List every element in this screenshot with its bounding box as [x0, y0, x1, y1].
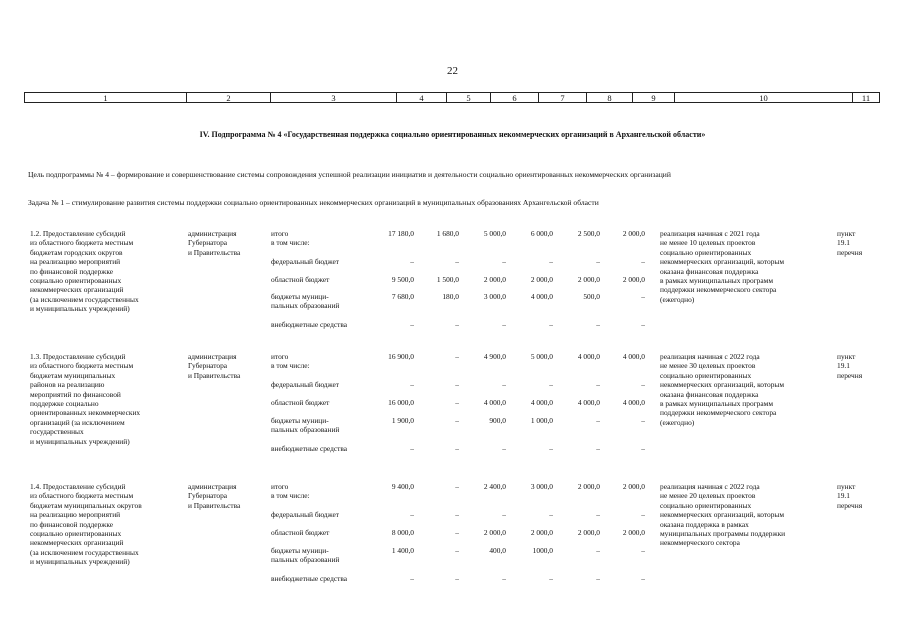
funding-source: федеральный бюджет [271, 510, 340, 519]
funding-value: – [455, 416, 459, 425]
funding-value: – [549, 574, 553, 583]
funding-source: федеральный бюджет [271, 380, 340, 389]
reference: пункт 19.1 перечня [837, 482, 863, 510]
funding-value: 2 000,0 [577, 528, 600, 537]
funding-source: итого в том числе: [271, 229, 310, 248]
funding-value: – [455, 444, 459, 453]
funding-value: – [455, 574, 459, 583]
column-number: 4 [397, 93, 447, 102]
funding-value: – [410, 444, 414, 453]
funding-value: – [549, 320, 553, 329]
funding-value: 17 180,0 [388, 229, 414, 238]
funding-value: – [641, 320, 645, 329]
executor: администрация Губернатора и Правительства [188, 482, 241, 510]
funding-source: областной бюджет [271, 398, 330, 407]
funding-value: – [410, 510, 414, 519]
funding-value: 1 400,0 [391, 546, 414, 555]
funding-value: – [641, 380, 645, 389]
funding-source: итого в том числе: [271, 352, 310, 371]
funding-value: 4 000,0 [577, 398, 600, 407]
funding-value: – [596, 546, 600, 555]
funding-value: 3 000,0 [530, 482, 553, 491]
funding-value: 4 900,0 [483, 352, 506, 361]
funding-value: 4 000,0 [577, 352, 600, 361]
measure-description: 1.3. Предоставление субсидий из областного бюджета местным бюджетам муниципальных районов на реализацию мероприятий по финансовой поддержке социально ориентированных некоммерческих организаций (за исключением государственных и муниципальных учреждений) [30, 352, 141, 446]
section-title: IV. Подпрограмма № 4 «Государственная поддержка социально ориентированных некоммерческих организаций в Архангельской области» [199, 130, 706, 139]
funding-value: – [455, 320, 459, 329]
funding-value: – [549, 257, 553, 266]
funding-value: – [549, 510, 553, 519]
column-number: 11 [861, 93, 871, 103]
funding-source: итого в том числе: [271, 482, 310, 501]
funding-value: – [549, 444, 553, 453]
funding-value: 2 000,0 [483, 528, 506, 537]
funding-value: 2 000,0 [622, 482, 645, 491]
column-number: 10 [675, 93, 853, 102]
funding-value: 16 900,0 [388, 352, 414, 361]
column-number: 7 [539, 93, 587, 102]
funding-source: федеральный бюджет [271, 257, 340, 266]
expected-result: реализация начиная с 2021 года не менее 10 целевых проектов социально ориентированных некоммерческих организаций, которым оказана финансовая поддержка в рамках муниципальных программ поддержки некоммерческого сектора (ежегодно) [660, 229, 785, 304]
funding-value: – [596, 444, 600, 453]
funding-source: бюджеты муници- пальных образований [271, 546, 340, 565]
funding-value: 4 000,0 [530, 398, 553, 407]
page-number: 22 [447, 65, 458, 77]
funding-value: 5 000,0 [483, 229, 506, 238]
funding-value: 7 680,0 [391, 292, 414, 301]
funding-value: – [455, 398, 459, 407]
funding-value: – [410, 574, 414, 583]
funding-value: – [502, 510, 506, 519]
funding-value: – [596, 510, 600, 519]
funding-value: 500,0 [583, 292, 600, 301]
expected-result: реализация начиная с 2022 года не менее 30 целевых проектов социально ориентированных некоммерческих организаций, которым оказана финансовая поддержка в рамках муниципальных программ поддержки некоммерческого сектора (ежегодно) [660, 352, 785, 427]
executor: администрация Губернатора и Правительства [188, 229, 241, 257]
funding-value: 9 400,0 [391, 482, 414, 491]
funding-source: внебюджетные средства [271, 444, 348, 453]
funding-value: – [596, 416, 600, 425]
column-number: 5 [447, 93, 491, 102]
funding-value: – [596, 257, 600, 266]
funding-value: – [641, 510, 645, 519]
funding-value: – [455, 510, 459, 519]
funding-value: – [502, 257, 506, 266]
funding-value: – [641, 257, 645, 266]
funding-value: – [455, 380, 459, 389]
funding-value: 1 680,0 [436, 229, 459, 238]
funding-value: 5 000,0 [530, 352, 553, 361]
funding-value: – [641, 292, 645, 301]
funding-value: 1000,0 [532, 546, 553, 555]
funding-value: 2 000,0 [622, 528, 645, 537]
funding-value: – [502, 444, 506, 453]
funding-value: 2 000,0 [577, 482, 600, 491]
expected-result: реализация начиная с 2022 года не менее 20 целевых проектов социально ориентированных некоммерческих организаций, которым оказана поддержка в рамках муниципальных программы поддержки некоммерческого сектора [660, 482, 786, 548]
funding-value: 400,0 [489, 546, 506, 555]
funding-source: бюджеты муници- пальных образований [271, 416, 340, 435]
column-number: 3 [271, 93, 397, 102]
task-statement: Задача № 1 – стимулирование развития системы поддержки социально ориентированных некоммерческих организаций в муниципальных образованиях Архангельской области [28, 198, 599, 207]
column-number: 1 [25, 93, 187, 102]
funding-value: – [455, 528, 459, 537]
funding-value: – [410, 320, 414, 329]
funding-source: областной бюджет [271, 275, 330, 284]
funding-value: 900,0 [489, 416, 506, 425]
column-number: 6 [491, 93, 539, 102]
funding-value: 6 000,0 [530, 229, 553, 238]
funding-value: – [641, 574, 645, 583]
executor: администрация Губернатора и Правительства [188, 352, 241, 380]
funding-value: – [410, 257, 414, 266]
funding-value: 4 000,0 [530, 292, 553, 301]
funding-value: 4 000,0 [483, 398, 506, 407]
funding-value: 2 000,0 [530, 275, 553, 284]
funding-value: 2 000,0 [622, 275, 645, 284]
funding-value: 1 500,0 [436, 275, 459, 284]
funding-value: 16 000,0 [388, 398, 414, 407]
funding-value: 2 000,0 [622, 229, 645, 238]
column-number: 9 [633, 93, 675, 102]
funding-value: – [641, 546, 645, 555]
funding-source: внебюджетные средства [271, 320, 348, 329]
funding-value: 8 000,0 [391, 528, 414, 537]
funding-value: 4 000,0 [622, 398, 645, 407]
funding-source: бюджеты муници- пальных образований [271, 292, 340, 311]
measure-description: 1.2. Предоставление субсидий из областного бюджета местным бюджетам городских округов на реализацию мероприятий по финансовой поддержке социально ориентированных некоммерческих организаций (за исключением государственных и муниципальных учреждений) [30, 229, 139, 314]
subprogram-goal: Цель подпрограммы № 4 – формирование и совершенствование системы сопровождения успешной реализации инициатив и деятельности социально ориентированных некоммерческих организаций [28, 170, 671, 179]
funding-value: – [502, 574, 506, 583]
funding-value: 2 500,0 [577, 229, 600, 238]
funding-value: – [455, 352, 459, 361]
column-number: 2 [187, 93, 271, 102]
funding-value: – [455, 546, 459, 555]
funding-value: – [596, 574, 600, 583]
funding-value: – [455, 257, 459, 266]
funding-value: – [502, 320, 506, 329]
funding-value: – [641, 444, 645, 453]
funding-value: – [641, 416, 645, 425]
column-number-header [24, 92, 880, 103]
reference: пункт 19.1 перечня [837, 352, 863, 380]
funding-value: 1 900,0 [391, 416, 414, 425]
funding-value: 1 000,0 [530, 416, 553, 425]
funding-value: 2 000,0 [577, 275, 600, 284]
measure-description: 1.4. Предоставление субсидий из областного бюджета местным бюджетам муниципальных округов на реализацию мероприятий по финансовой поддержке социально ориентированных некоммерческих организаций (за исключением государственных и муниципальных учреждений) [30, 482, 142, 567]
funding-value: – [596, 320, 600, 329]
funding-source: областной бюджет [271, 528, 330, 537]
funding-value: – [455, 482, 459, 491]
funding-value: 3 000,0 [483, 292, 506, 301]
funding-value: 4 000,0 [622, 352, 645, 361]
column-number: 8 [587, 93, 633, 102]
funding-value: 2 400,0 [483, 482, 506, 491]
funding-value: 180,0 [442, 292, 459, 301]
funding-value: 9 500,0 [391, 275, 414, 284]
funding-value: 2 000,0 [483, 275, 506, 284]
funding-value: – [410, 380, 414, 389]
funding-value: – [502, 380, 506, 389]
funding-value: – [596, 380, 600, 389]
funding-value: 2 000,0 [530, 528, 553, 537]
funding-source: внебюджетные средства [271, 574, 348, 583]
funding-value: – [549, 380, 553, 389]
reference: пункт 19.1 перечня [837, 229, 863, 257]
